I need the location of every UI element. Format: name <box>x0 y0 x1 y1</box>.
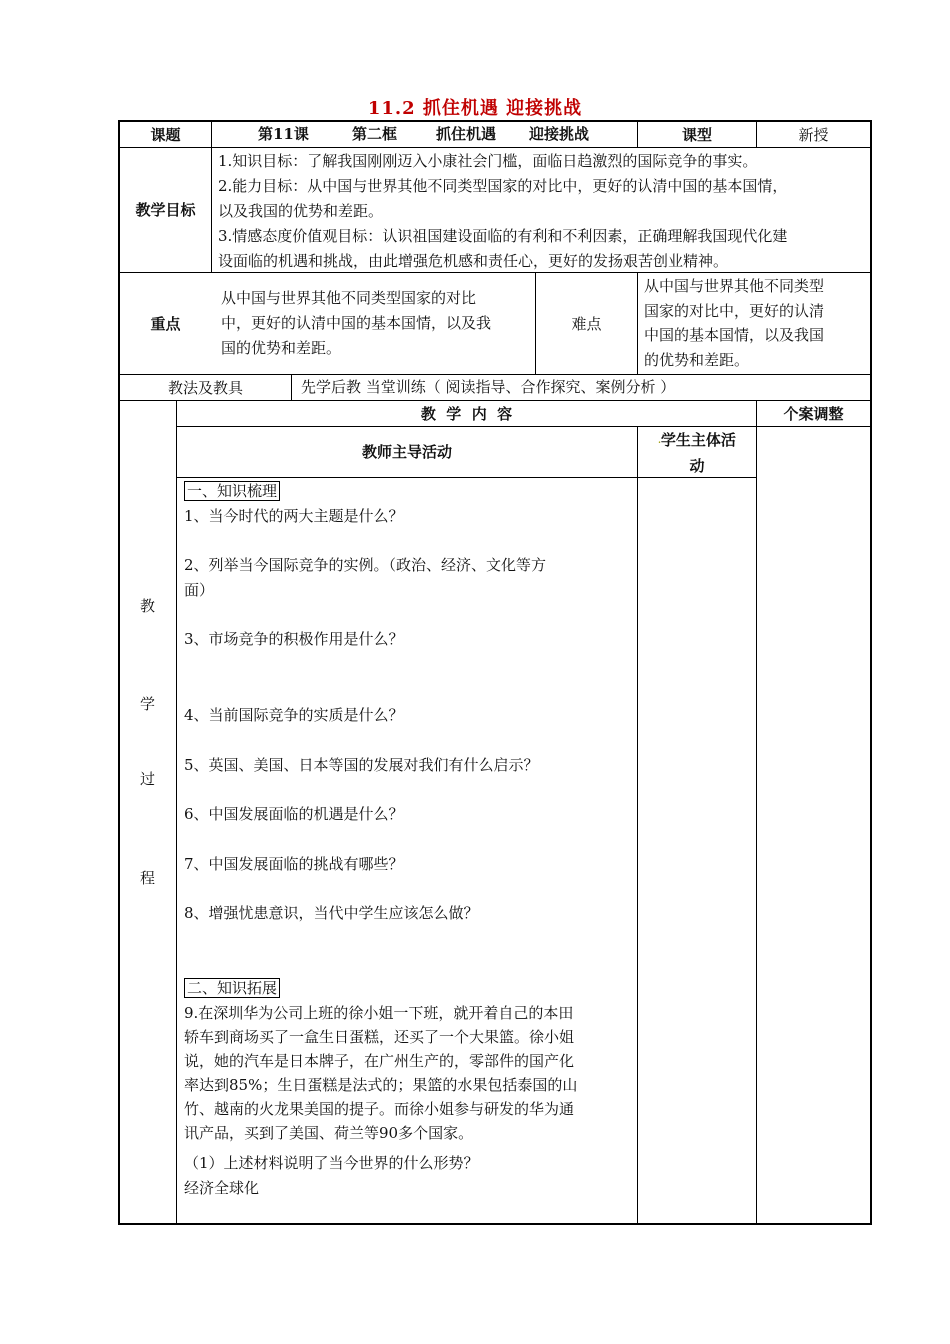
label-key-points: 重点 <box>150 314 181 333</box>
question-9-line: 率达到85%；生日蛋糕是法式的；果篮的水果包括泰国的山 <box>184 1076 578 1094</box>
student-header-line1: .学生主体活 <box>658 431 736 449</box>
page-title: 11.2 抓住机遇 迎接挑战 <box>367 98 583 119</box>
content-header-text: 教 学 内 容 <box>420 404 513 423</box>
lesson-topic-a: 抓住机遇 <box>436 125 497 143</box>
question-9-line: 9.在深圳华为公司上班的徐小姐一下班，就开着自己的本田 <box>184 1004 574 1022</box>
question-9 <box>184 1001 634 1145</box>
methods-value: 先学后教 当堂训练（ 阅读指导、合作探究、案例分析 ） <box>301 378 676 396</box>
lesson-number: 第11课 <box>258 125 309 143</box>
lesson-topic <box>212 122 637 147</box>
question-9-line: 轿车到商场买了一盒生日蛋糕，还买了一个大果篮。徐小姐 <box>184 1028 575 1046</box>
label-objectives: 教学目标 <box>135 201 196 219</box>
question-5: 5、英国、美国、日本等国的发展对我们有什么启示？ <box>184 756 539 774</box>
question-2-line1: 2、列举当今国际竞争的实例。（政治、经济、文化等方 <box>184 556 547 574</box>
label-type: 课型 <box>681 125 712 144</box>
lesson-frame: 第二框 <box>352 125 398 143</box>
objective-line: 1.知识目标：了解我国刚刚迈入小康社会门槛，面临日趋激烈的国际竞争的事实。 <box>218 152 758 170</box>
question-4: 4、当前国际竞争的实质是什么？ <box>184 706 404 724</box>
objective-line: 以及我国的优势和差距。 <box>218 202 384 220</box>
question-9-answer: 经济全球化 <box>184 1179 260 1197</box>
question-8: 8、增强忧患意识，当代中学生应该怎么做？ <box>184 904 479 922</box>
section-knowledge-extension: 二、知识拓展 <box>184 976 280 1000</box>
objectives-text <box>218 149 868 274</box>
objective-line: 2.能力目标：从中国与世界其他不同类型国家的对比中，更好的认清中国的基本国情， <box>218 177 788 195</box>
difficult-line: 的优势和差距。 <box>644 350 750 369</box>
label-methods: 教法及教具 <box>167 378 243 397</box>
teacher-header: 教师主导活动 <box>361 443 452 461</box>
question-9-line: 讯产品，买到了美国、荷兰等90多个国家。 <box>184 1124 474 1142</box>
objective-line: 设面临的机遇和挑战，由此增强危机感和责任心，更好的发扬艰苦创业精神。 <box>218 252 729 270</box>
label-difficult: 难点 <box>571 314 602 333</box>
question-7: 7、中国发展面临的挑战有哪些？ <box>184 855 404 873</box>
student-header <box>638 427 756 477</box>
key-point-line: 中，更好的认清中国的基本国情，以及我 <box>221 314 492 332</box>
question-2-line2: 面） <box>184 581 215 599</box>
difficult-line: 中国的基本国情，以及我国 <box>644 326 825 344</box>
adjust-header: 个案调整 <box>783 404 844 423</box>
type-value: 新授 <box>798 125 829 144</box>
question-1: 1、当今时代的两大主题是什么？ <box>184 507 404 525</box>
key-point-line: 国的优势和差距。 <box>221 339 342 357</box>
student-header-line2: 动 <box>689 457 705 475</box>
section-knowledge-review: 一、知识梳理 <box>184 479 280 503</box>
side-char: 教 <box>140 597 156 615</box>
content-header <box>177 401 756 426</box>
question-9-sub: （1）上述材料说明了当今世界的什么形势？ <box>184 1154 479 1172</box>
key-points-text <box>221 286 533 361</box>
side-char: 程 <box>140 869 156 887</box>
difficult-line: 从中国与世界其他不同类型 <box>644 277 825 295</box>
question-6: 6、中国发展面临的机遇是什么？ <box>184 805 404 823</box>
question-9-line: 说，她的汽车是日本牌子，在广州生产的，零部件的国产化 <box>184 1052 575 1070</box>
label-topic: 课题 <box>150 125 181 144</box>
lesson-topic-b: 迎接挑战 <box>529 125 590 143</box>
difficult-text <box>644 274 868 372</box>
side-char: 过 <box>140 770 156 788</box>
key-point-line: 从中国与世界其他不同类型国家的对比 <box>221 289 477 307</box>
difficult-line: 国家的对比中，更好的认清 <box>644 301 825 320</box>
question-9-line: 竹、越南的火龙果美国的提子。而徐小姐参与研发的华为通 <box>184 1100 575 1118</box>
side-char: 学 <box>140 695 156 713</box>
objective-line: 3.情感态度价值观目标：认识祖国建设面临的有利和不利因素，正确理解我国现代化建 <box>218 227 788 245</box>
question-3: 3、市场竞争的积极作用是什么？ <box>184 630 404 648</box>
